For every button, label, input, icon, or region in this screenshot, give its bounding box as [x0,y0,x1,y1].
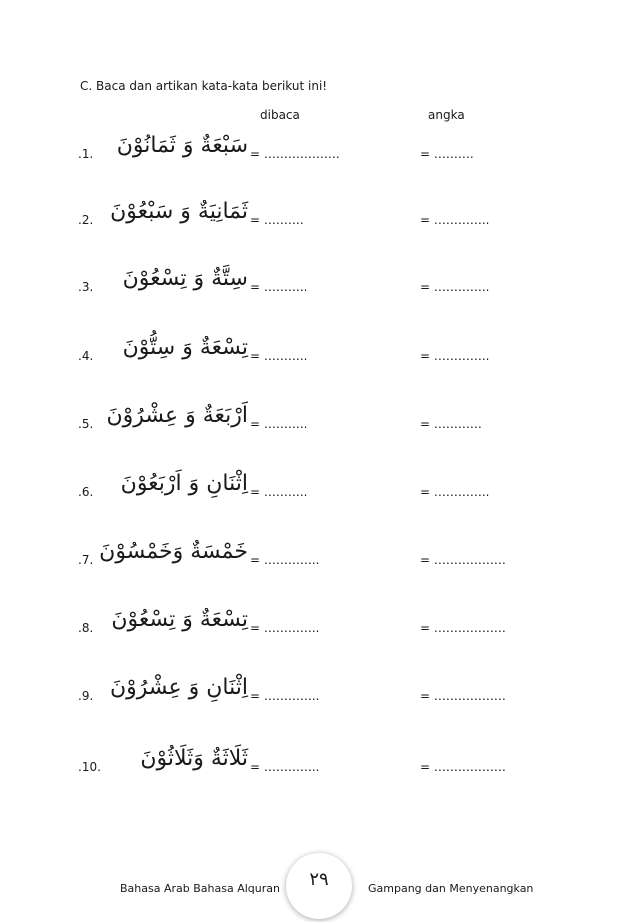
item-number: .1. [78,147,94,161]
answer-angka: = ………. [420,147,474,161]
footer-book-title: Bahasa Arab Bahasa Alquran [120,882,280,895]
arabic-phrase: تِسْعَةٌ وَ سِتُّوْنَ [122,335,248,360]
answer-angka: = ……………… [420,689,506,703]
answer-dibaca: = ………………. [250,147,340,161]
instruction-text: C. Baca dan artikan kata-kata berikut ini! [80,79,328,93]
answer-dibaca: = ………. [250,213,304,227]
arabic-phrase: اِثْنَانِ وَ اَرْبَعُوْنَ [120,471,248,496]
arabic-phrase: تِسْعَةٌ وَ تِسْعُوْنَ [111,607,248,632]
exercise-row [0,746,638,786]
exercise-row [0,266,638,306]
answer-angka: = ………….. [420,213,490,227]
answer-angka: = ………….. [420,349,490,363]
arabic-phrase: سَبْعَةٌ وَ ثَمَانُوْنَ [116,133,248,158]
answer-angka: = ………….. [420,485,490,499]
item-number: .7. [78,553,94,567]
answer-angka: = ……………… [420,760,506,774]
arabic-phrase: سِتَّةٌ وَ تِسْعُوْنَ [122,266,248,291]
answer-dibaca: = ……….. [250,349,308,363]
answer-dibaca: = ………….. [250,689,320,703]
item-number: .3. [78,280,94,294]
answer-dibaca: = ………….. [250,553,320,567]
arabic-phrase: اِثْنَانِ وَ عِشْرُوْنَ [109,675,248,700]
answer-angka: = ………… [420,417,482,431]
arabic-phrase: خَمْسَةٌ وَخَمْسُوْنَ [99,539,248,564]
answer-dibaca: = ………….. [250,621,320,635]
exercise-row [0,199,638,239]
answer-angka: = ………….. [420,280,490,294]
item-number: .5. [78,417,94,431]
item-number: .4. [78,349,94,363]
item-number: .6. [78,485,94,499]
exercise-row [0,403,638,443]
header-angka: angka [428,108,465,122]
header-dibaca: dibaca [260,108,300,122]
answer-dibaca: = ……….. [250,417,308,431]
page-number-badge [286,853,352,919]
exercise-row [0,675,638,715]
exercise-row [0,133,638,173]
exercise-row [0,607,638,647]
answer-angka: = ……………… [420,553,506,567]
page-number: ٢٩ [309,869,329,890]
arabic-phrase: اَرْبَعَةٌ وَ عِشْرُوْنَ [106,403,248,428]
item-number: .10. [78,760,101,774]
item-number: .9. [78,689,94,703]
arabic-phrase: ثَلَاثَةٌ وَثَلَاثُوْنَ [140,746,248,771]
answer-dibaca: = ………….. [250,760,320,774]
answer-dibaca: = ……….. [250,485,308,499]
exercise-row [0,471,638,511]
item-number: .2. [78,213,94,227]
footer-tagline: Gampang dan Menyenangkan [368,882,534,895]
item-number: .8. [78,621,94,635]
answer-angka: = ……………… [420,621,506,635]
exercise-row [0,539,638,579]
exercise-row [0,335,638,375]
arabic-phrase: ثَمَانِيَةٌ وَ سَبْعُوْنَ [110,199,248,224]
answer-dibaca: = ……….. [250,280,308,294]
